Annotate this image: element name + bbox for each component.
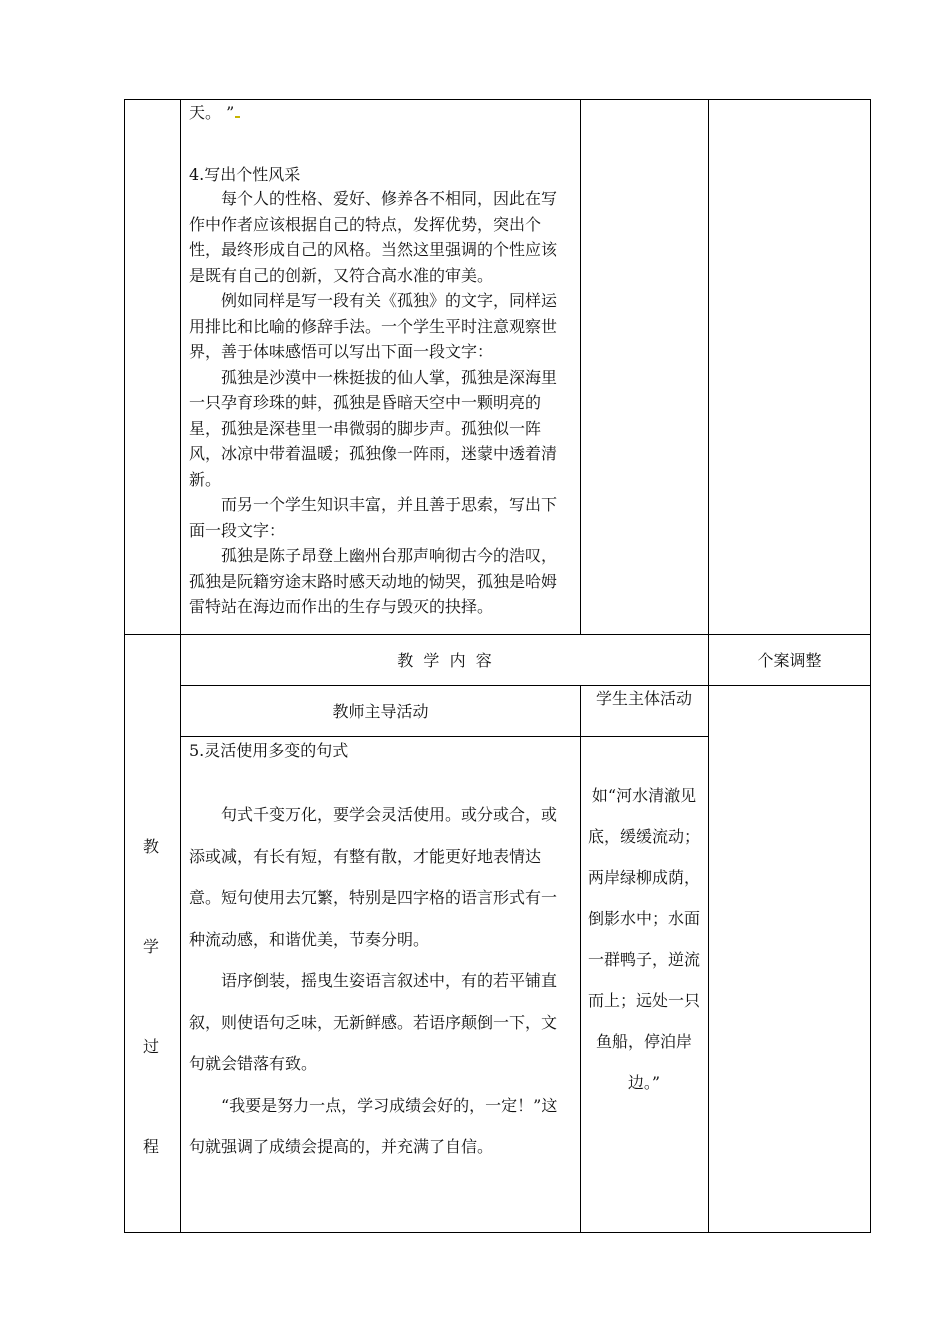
col-divider-teacher-upper [580,99,581,634]
side-label-char: 教 [142,837,159,856]
subheader-student-activity: 学生主体活动 [595,689,692,708]
col-divider-teacher-lower [580,685,581,1233]
paragraph: 孤独是陈子昂登上幽州台那声响彻古今的浩叹，孤独是阮籍穷途末路时感天动地的恸哭，孤独是哈姆雷特站在海边而作出的生存与毁灭的抉择。 [189,546,558,616]
paragraph: 语序倒装，摇曳生姿语言叙述中，有的若平铺直叙，则使语句乏味，无新鲜感。若语序颠倒一下，文句就会错落有致。 [189,971,558,1073]
row-divider-header [180,685,871,686]
upper-body [189,186,561,620]
section-heading-5: 5.灵活使用多变的句式 [189,741,349,760]
header-teaching-content: 教 学 内 容 [397,651,492,670]
continued-text: 天。 ” [189,100,240,125]
side-label-char: 程 [142,1137,159,1156]
header-case-adjust: 个案调整 [757,651,822,670]
table-border-bottom [124,1232,871,1233]
col-divider-adjust-lower [708,634,709,1233]
paragraph: 孤独是沙漠中一株挺拔的仙人掌，孤独是深海里一只孕育珍珠的蚌，孤独是昏暗天空中一颗明亮的星，孤独是深巷里一串微弱的脚步声。孤独似一阵风，冰凉中带着温暖；孤独像一阵雨，迷蒙中透着清新。 [189,367,558,489]
table-border-right [870,99,871,1233]
paragraph: “我要是努力一点，学习成绩会好的，一定！”这句就强调了成绩会提高的，并充满了自信。 [189,1095,558,1156]
paragraph: 而另一个学生知识丰富，并且善于思索，写出下面一段文字： [189,495,558,540]
paragraph: 例如同样是写一段有关《孤独》的文字，同样运用排比和比喻的修辞手法。一个学生平时注意观察世界，善于体味感悟可以写出下面一段文字： [189,291,558,361]
lower-body [189,794,561,1168]
side-label-char: 过 [142,1037,159,1056]
subheader-teacher-activity: 教师主导活动 [332,702,429,721]
section-heading-4: 4.写出个性风采 [189,165,301,184]
table-border-left [124,99,125,1233]
row-divider-subheader [180,736,709,737]
row-divider-section [124,634,871,635]
paragraph: 句式千变万化，要学会灵活使用。或分或合，或添或减，有长有短，有整有散，才能更好地表情达意。短句使用去冗繁，特别是四字格的语言形式有一种流动感，和谐优美，节奏分明。 [189,805,558,949]
side-label-char: 学 [142,937,159,956]
student-activity-text: 如“河水清澈见底，缓缓流动；两岸绿柳成荫，倒影水中；水面一群鸭子，逆流而上；远处一只鱼船，停泊岸边。” [587,786,700,1092]
paragraph: 每个人的性格、爱好、修养各不相同，因此在写作中作者应该根据自己的特点，发挥优势，突出个性，最终形成自己的风格。当然这里强调的个性应该是既有自己的创新，又符合高水准的审美。 [189,189,558,285]
col-divider-student-upper [708,99,709,634]
